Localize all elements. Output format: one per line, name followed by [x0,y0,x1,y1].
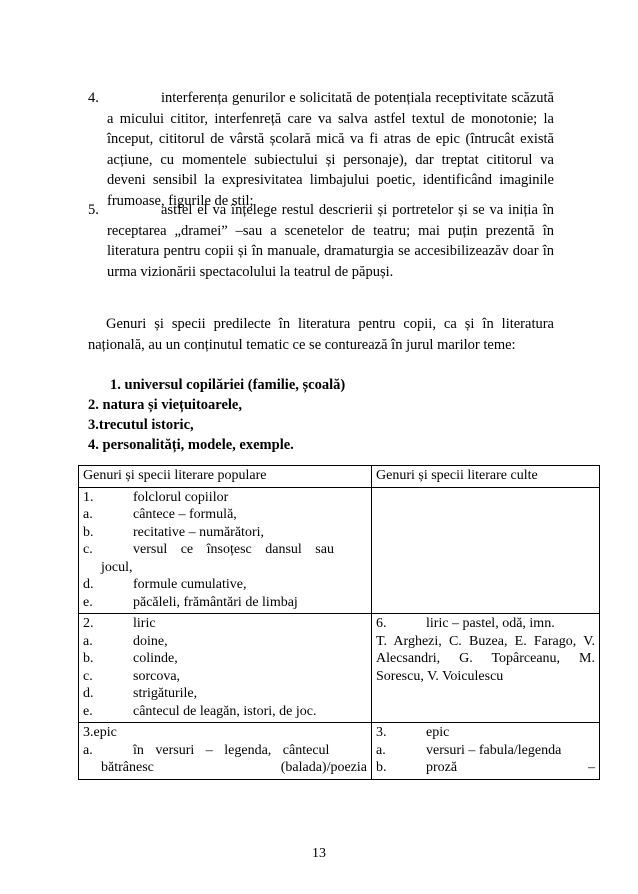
cell-item: c. versul ce însoțesc dansul sau [83,542,334,557]
cell-item: 2. liric [83,616,156,631]
list-item-number: 4. [88,90,99,106]
cell-item: e. cântecul de leagăn, istori, de joc. [83,703,317,719]
authors-list: T. Arghezi, C. Buzea, E. Farago, V. Alecsandri, G. Topârceanu, M. Sorescu, V. Voiculescu [376,633,595,684]
list-item-number: 5. [88,202,99,218]
table-row [79,723,600,780]
cell-item: b. colinde, [83,651,178,666]
cell-item: a. în versuri – legenda, cântecul [83,742,330,758]
table-cell [79,723,372,780]
table-cell [372,723,600,780]
cell-item: d. strigăturile, [83,686,198,701]
cell-item: 1. folclorul copiilor [83,489,229,505]
cell-item: a. cântece – formulă, [83,507,237,522]
theme-item: 4. personalități, modele, exemple. [88,437,294,453]
cell-item-continued: bătrânesc (balada)/poezia [101,760,367,775]
table-cell [372,614,600,723]
cell-item: a. doine, [83,633,168,649]
page-number: 13 [312,846,326,861]
table-header-row [79,466,600,488]
table-header-cell: Genuri și specii literare populare [79,466,372,488]
cell-item-continued: jocul, [101,559,133,575]
table-row [79,487,600,614]
theme-item: 2. natura și viețuitoarele, [88,397,242,413]
theme-item: 3.trecutul istoric, [88,417,194,433]
cell-item: 6. liric – pastel, odă, imn. [376,616,555,631]
cell-heading: 3.epic [83,725,117,740]
table-cell-empty [372,487,600,614]
cell-item: b. recitative – numărători, [83,524,264,540]
cell-item: 3. epic [376,725,450,740]
table-header-cell: Genuri și specii literare culte [372,466,600,488]
table-cell [79,614,372,723]
theme-item: 1. universul copilăriei (familie, școală) [110,377,346,393]
list-item-text: interferența genurilor e solicitată de potențiala receptivitate scăzută a micului cititor, interfenrеță care va salva astfel textul de monotonie; la început, cititorul de vârstă școlară mică va fi atras de epic (întrucât există acțiune, cu momentele subiectului și personaje), dar treptat cititorul va deveni sensibil la expresivitatea limbajului poetic, identificând imaginile frumoase, figurile de stil; [107,90,554,209]
cell-item: c. sorcova, [83,668,181,684]
list-item-text: astfel el va înțelege restul descrierii și portretelor și se va iniția în receptarea „dramei” –sau a scenetelor de teatru; mai puțin prezentă în literatura pentru copii și în manuale, dramaturgia se accesibilizeazăv doar în urma vizionării spectacolului la teatrul de păpuși. [107,202,554,280]
body-paragraph: Genuri și specii predilecte în literatura pentru copii, ca și în literatura națională, au un conținutul tematic ce se conturează în jurul marilor teme: [88,316,554,353]
cell-item: b. proză – [376,760,595,775]
cell-item: a. versuri – fabula/legenda [376,742,562,758]
list-item-4 [88,88,554,211]
list-item-5 [88,200,554,282]
table-row [79,614,600,723]
genres-table [78,465,600,780]
table-cell [79,487,372,614]
cell-item: e. păcăleli, frământări de limbaj [83,594,298,610]
cell-item: d. formule cumulative, [83,577,247,592]
